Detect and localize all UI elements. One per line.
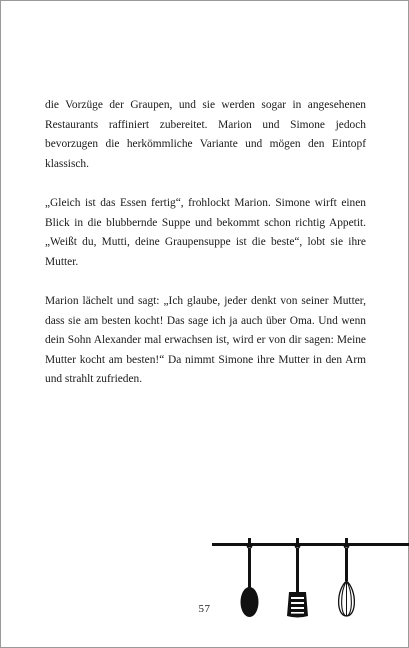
body-text [45, 96, 366, 390]
paragraph-1: die Vorzüge der Graupen, und sie werden sogar in angesehenen Restaurants raffiniert zubereitet. Marion und Simone jedoch bevorzugen die herkömmliche Variante und mögen den Eintopf klassisch. [45, 99, 366, 170]
paragraph-2: „Gleich ist das Essen fertig“, frohlockt Marion. Simone wirft einen Blick in die blubbernde Suppe und bekommt schon richtig Appetit. „Weißt du, Mutti, deine Graupensuppe ist die beste“, lobt sie ihre Mutter. [45, 196, 366, 268]
rack-rail [212, 543, 409, 546]
paragraph-3: Marion lächelt und sagt: „Ich glaube, jeder denkt von seiner Mutter, dass sie am besten kocht! Das sage ich ja auch über Oma. Und wenn dein Sohn Alexander mal erwachsen ist, wird er von dir sagen: Meine Mutter kocht am besten!“ Da nimmt Simone ihre Mutter in den Arm und strahlt zufrieden. [45, 294, 366, 386]
page-number: 57 [198, 603, 211, 615]
